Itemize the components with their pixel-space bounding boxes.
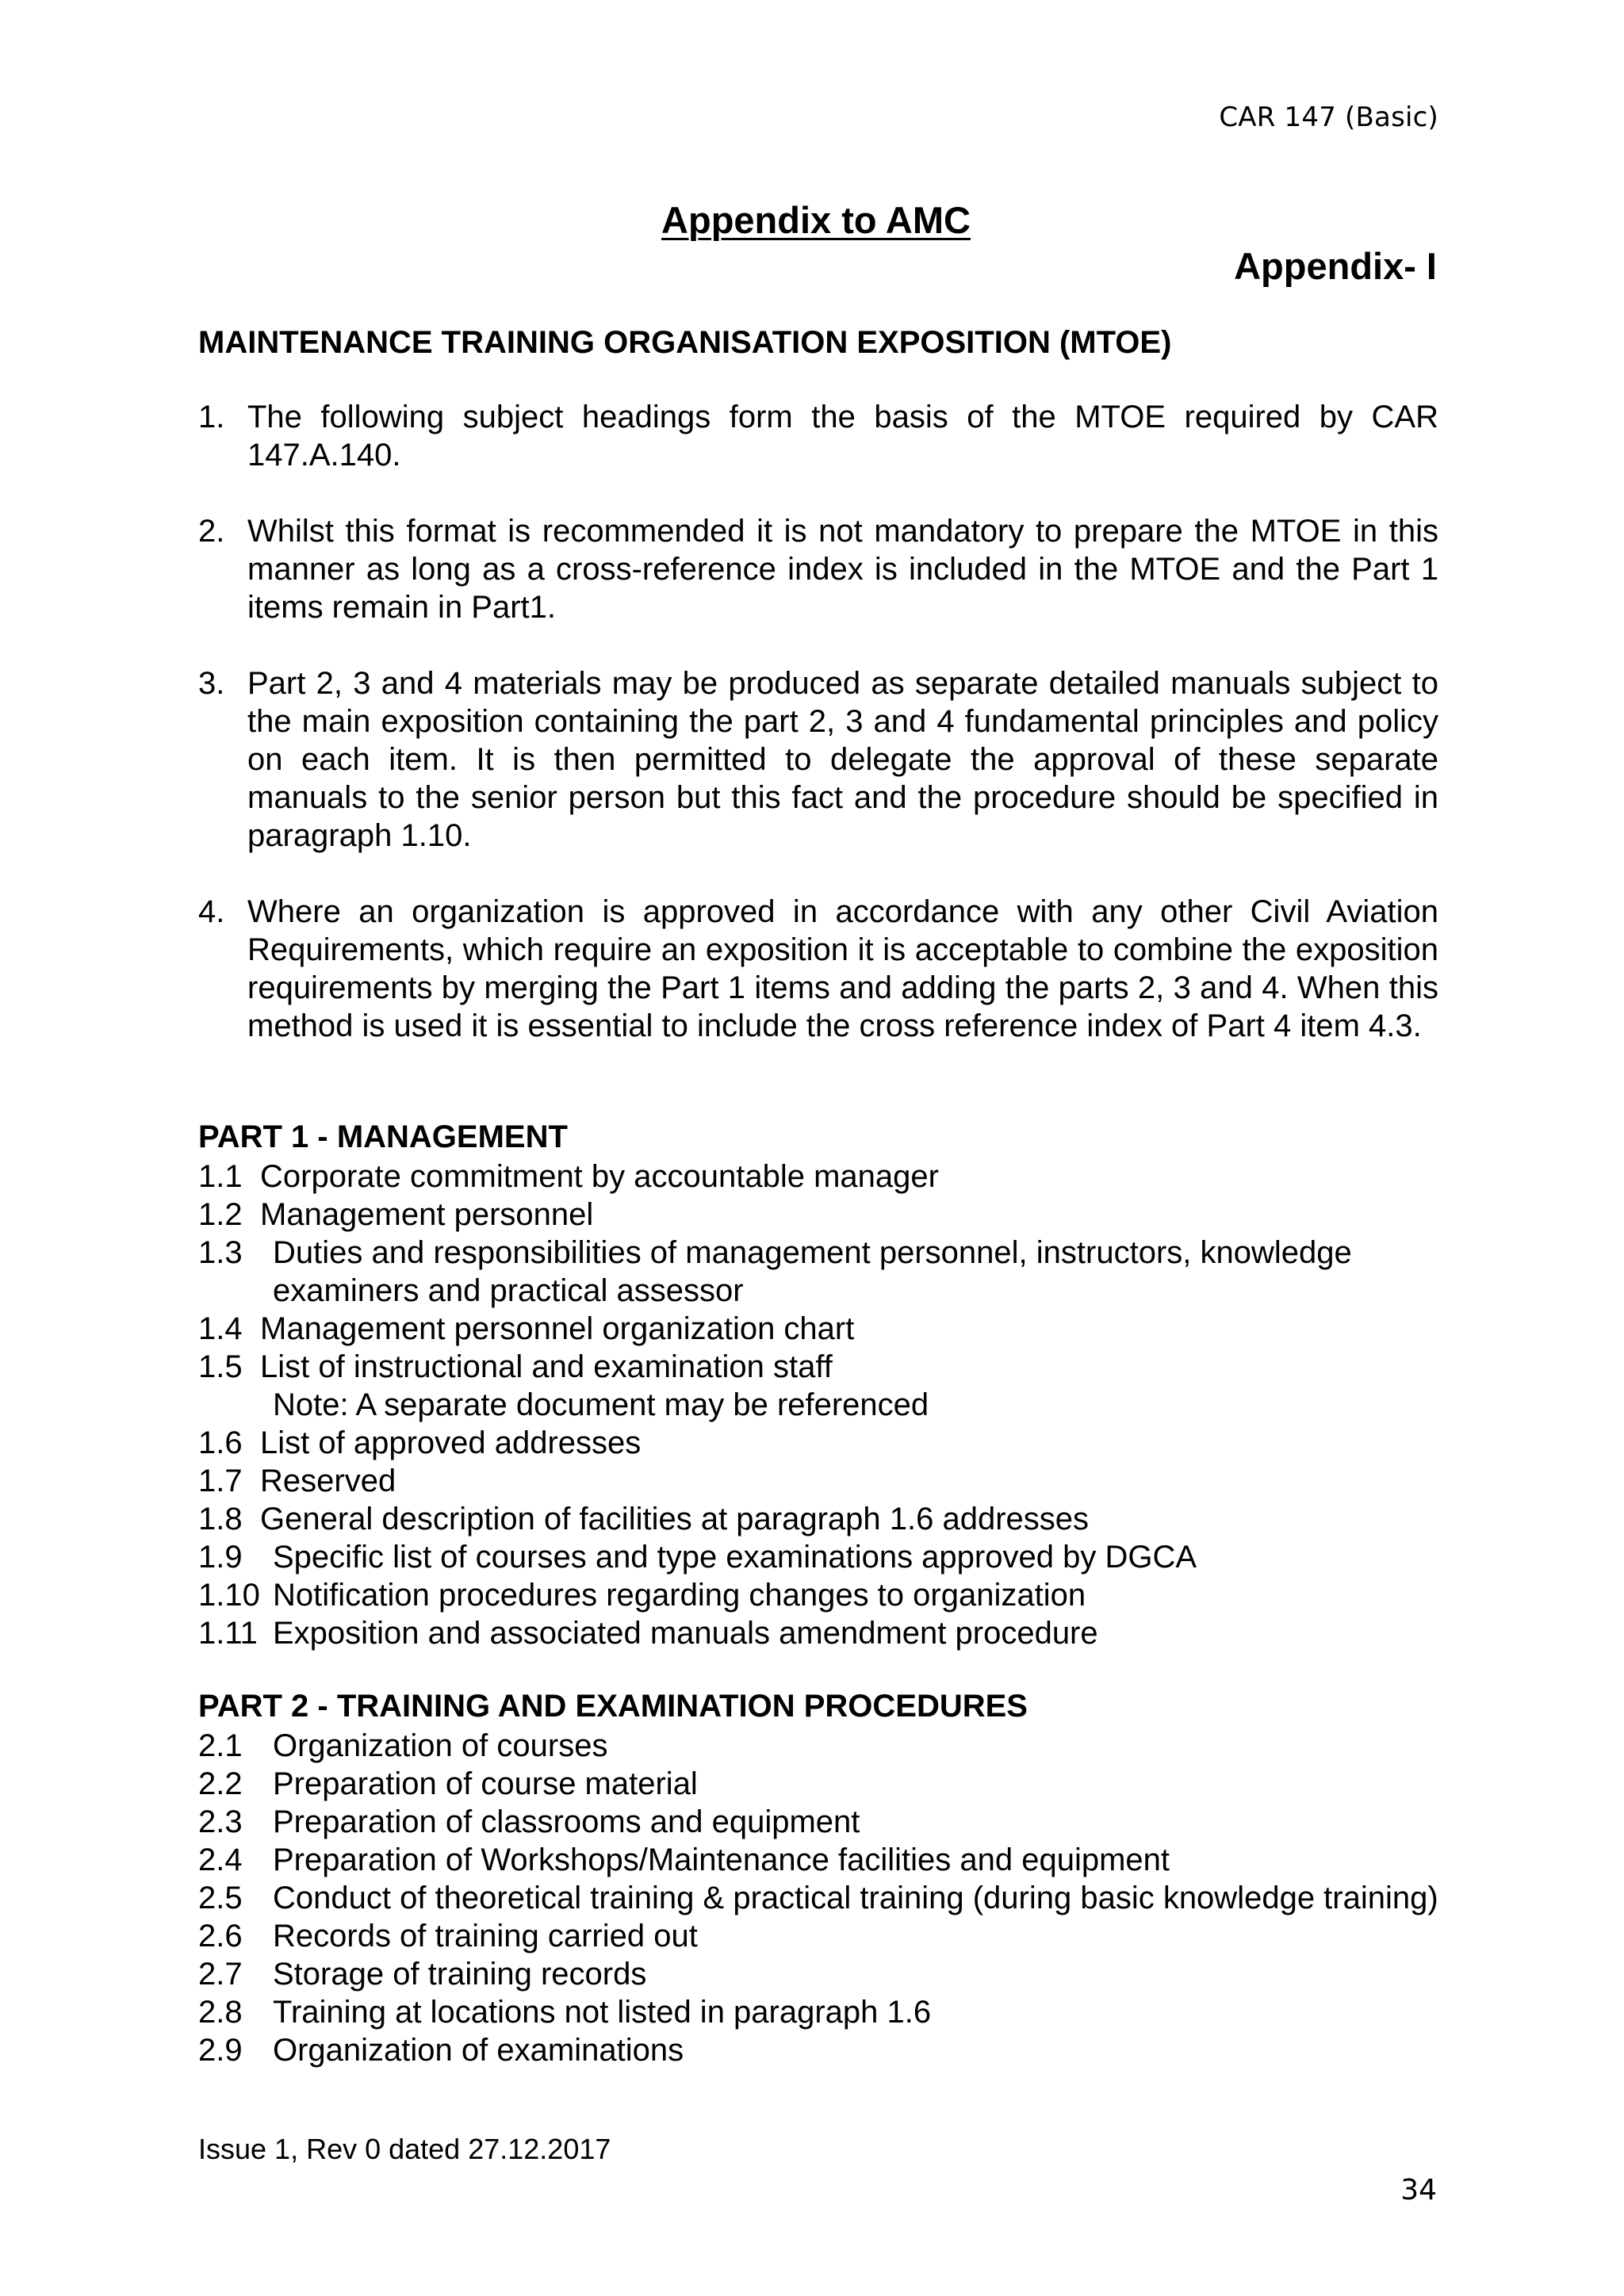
item-number: 1.2 [198,1197,243,1232]
item-number: 2.1 [198,1728,243,1763]
item-number: 2.4 [198,1843,243,1877]
paragraph-number: 1. [198,400,225,434]
item-number: 1.5 [198,1349,243,1384]
item-number: 2.2 [198,1766,243,1801]
item-number: 2.6 [198,1919,243,1954]
item-text: Organization of courses [273,1728,608,1763]
document-code: CAR 147 (Basic) [1219,101,1438,133]
item-number: 2.8 [198,1995,243,2030]
item-text: Preparation of Workshops/Maintenance facilities and equipment [273,1843,1170,1877]
appendix-label: Appendix- I [1234,245,1437,287]
list-item [198,1993,1467,2031]
list-item [198,1348,1467,1386]
item-text: List of instructional and examination staff [260,1349,833,1384]
item-text: Duties and responsibilities of management personnel, instructors, knowledge examiners and practical assessor [273,1235,1352,1308]
paragraph-number: 4. [198,894,225,929]
page-title-text: Appendix to AMC [661,199,971,241]
page-number: 34 [1400,2174,1437,2206]
paragraph-text: The following subject headings form the basis of the MTOE required by CAR 147.A.140. [247,400,1438,473]
item-text: Conduct of theoretical training & practical training (during basic knowledge training) [273,1881,1438,1915]
item-text: List of approved addresses [260,1425,642,1460]
item-number: 1.9 [198,1540,243,1575]
part2-heading: PART 2 - TRAINING AND EXAMINATION PROCEDURES [198,1689,1028,1724]
item-number: 2.9 [198,2033,243,2068]
item-number: 1.8 [198,1502,243,1536]
list-item [198,1955,1467,1993]
paragraph-text: Part 2, 3 and 4 materials may be produced as separate detailed manuals subject to the main exposition containing the part 2, 3 and 4 fundamental principles and policy on each item. It is then permitted to delegate the approval of these separate manuals to the senior person but this fact and the procedure should be specified in paragraph 1.10. [247,666,1438,853]
item-text: Preparation of course material [273,1766,698,1801]
list-item [198,1424,1467,1462]
item-text: Notification procedures regarding changes to organization [273,1578,1086,1613]
item-text: Corporate commitment by accountable manager [260,1159,939,1194]
list-item [198,1614,1467,1652]
paragraph-number: 2. [198,514,225,549]
item-number: 1.7 [198,1464,243,1498]
item-text: Exposition and associated manuals amendment procedure [273,1616,1098,1651]
list-item [198,1841,1467,1879]
issue-revision: Issue 1, Rev 0 dated 27.12.2017 [198,2133,611,2165]
item-number: 1.11 [198,1616,258,1651]
item-text: Management personnel organization chart [260,1311,855,1346]
list-item [198,2031,1467,2069]
intro-paragraphs [198,398,1438,1083]
part1-heading: PART 1 - MANAGEMENT [198,1119,568,1154]
item-text: Management personnel [260,1197,594,1232]
intro-paragraph [198,398,1438,474]
list-item [198,1727,1467,1765]
list-item [198,1310,1467,1348]
item-number: 1.1 [198,1159,243,1194]
item-text: Organization of examinations [273,2033,684,2068]
paragraph-number: 3. [198,666,225,701]
item-number: 1.4 [198,1311,243,1346]
paragraph-text: Whilst this format is recommended it is not mandatory to prepare the MTOE in this manner as long as a cross-reference index is included in the MTOE and the Part 1 items remain in Part1. [247,514,1438,625]
item-text: General description of facilities at paragraph 1.6 addresses [260,1502,1090,1536]
item-text: Reserved [260,1464,396,1498]
staff-note: Note: A separate document may be referenced [273,1387,929,1422]
list-item [198,1234,1467,1310]
item-number: 1.10 [198,1578,260,1613]
item-text: Preparation of classrooms and equipment [273,1804,860,1839]
part2-list [198,1727,1467,2069]
paragraph-text: Where an organization is approved in accordance with any other Civil Aviation Requirements, which require an exposition it is acceptable to combine the exposition requirements by merging the Part 1 items and adding the parts 2, 3 and 4. When this method is used it is essential to include the cross reference index of Part 4 item 4.3. [247,894,1438,1043]
list-item [198,1538,1467,1576]
item-text: Training at locations not listed in paragraph 1.6 [273,1995,932,2030]
list-item [198,1500,1467,1538]
list-item [198,1576,1467,1614]
item-number: 2.5 [198,1881,243,1915]
item-number: 1.6 [198,1425,243,1460]
list-item [198,1917,1467,1955]
item-text: Specific list of courses and type examinations approved by DGCA [273,1540,1197,1575]
intro-paragraph [198,512,1438,626]
item-text: Storage of training records [273,1957,647,1992]
list-item [198,1158,1467,1196]
part1-list [198,1158,1467,1652]
mtoe-heading: MAINTENANCE TRAINING ORGANISATION EXPOSITION (MTOE) [198,325,1172,360]
intro-paragraph [198,893,1438,1045]
item-number: 1.3 [198,1235,243,1270]
list-item [198,1803,1467,1841]
item-text: Records of training carried out [273,1919,698,1954]
page-title [0,198,1624,242]
list-item [198,1765,1467,1803]
item-number: 2.3 [198,1804,243,1839]
item-number: 2.7 [198,1957,243,1992]
intro-paragraph [198,664,1438,855]
list-item [198,1462,1467,1500]
list-item [198,1196,1467,1234]
list-item [198,1879,1467,1917]
